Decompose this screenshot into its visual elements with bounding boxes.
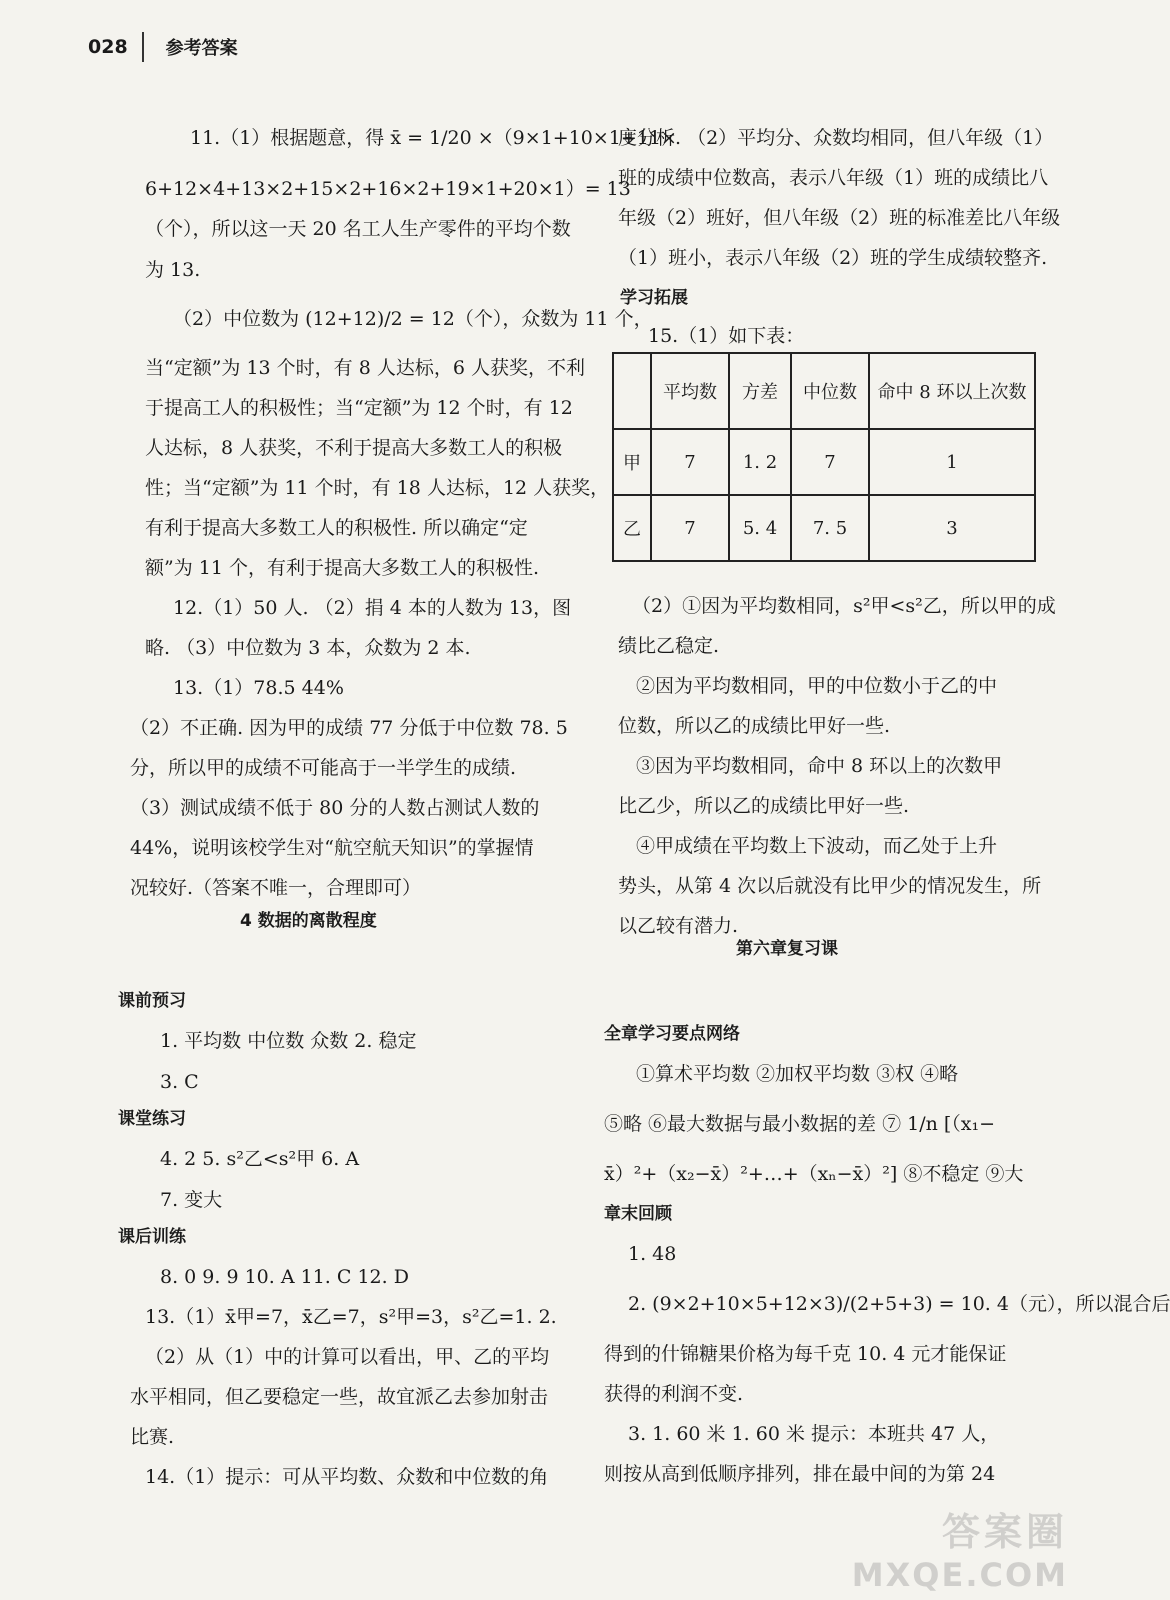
- text-line: 7. 变大: [160, 1189, 223, 1211]
- text-line: 15.（1）如下表：: [648, 325, 805, 347]
- table-cell: 乙: [613, 495, 651, 561]
- watermark-text: 答案圈: [941, 1510, 1068, 1554]
- text-line: 13.（1）78.5 44%: [173, 677, 344, 699]
- table-header-cell: 平均数: [651, 353, 729, 429]
- watermark-url: MXQE.COM: [851, 1556, 1068, 1594]
- text-line: 得到的什锦糖果价格为每千克 10. 4 元才能保证: [604, 1343, 1007, 1365]
- text-line: ④甲成绩在平均数上下波动，而乙处于上升: [636, 835, 998, 857]
- table-row: [613, 495, 1035, 561]
- table-header-cell: [613, 353, 651, 429]
- subsection-heading: 课堂练习: [118, 1109, 186, 1129]
- text-line: 12.（1）50 人. （2）捐 4 本的人数为 13，图: [173, 597, 572, 619]
- text-line: 额”为 11 个，有利于提高大多数工人的积极性.: [145, 557, 540, 579]
- text-line: 则按从高到低顺序排列，排在最中间的为第 24: [604, 1463, 996, 1485]
- text-line: 8. 0 9. 9 10. A 11. C 12. D: [160, 1266, 409, 1288]
- section-title: 4 数据的离散程度: [240, 911, 377, 931]
- table-cell: 甲: [613, 429, 651, 495]
- table-cell: 1: [869, 429, 1035, 495]
- text-line: 年级（2）班好，但八年级（2）班的标准差比八年级: [618, 207, 1061, 229]
- text-line: （2）①因为平均数相同，s²甲<s²乙，所以甲的成: [632, 595, 1056, 617]
- watermark-logo: [852, 1501, 1068, 1594]
- text-line: 班的成绩中位数高，表示八年级（1）班的成绩比八: [618, 167, 1049, 189]
- text-line: 分，所以甲的成绩不可能高于一半学生的成绩.: [130, 757, 517, 779]
- page-number: 028: [88, 36, 128, 58]
- text-line: x̄）²+（x₂−x̄）²+…+（xₙ−x̄）²] ⑧不稳定 ⑨大: [604, 1163, 1024, 1185]
- text-line: 3. C: [160, 1071, 199, 1093]
- text-line: 比赛.: [130, 1426, 175, 1448]
- text-line: 绩比乙稳定.: [618, 635, 720, 657]
- text-line: ③因为平均数相同，命中 8 环以上的次数甲: [636, 755, 1003, 777]
- text-line: 13.（1）x̄甲=7，x̄乙=7，s²甲=3，s²乙=1. 2.: [145, 1306, 557, 1328]
- table-header-cell: 方差: [729, 353, 791, 429]
- table-cell: 7: [791, 429, 869, 495]
- text-line: （2）不正确. 因为甲的成绩 77 分低于中位数 78. 5: [130, 717, 568, 739]
- text-line: 人达标，8 人获奖，不利于提高大多数工人的积极: [145, 437, 563, 459]
- table-header-row: [613, 353, 1035, 429]
- text-line: （3）测试成绩不低于 80 分的人数占测试人数的: [130, 797, 540, 819]
- text-line: ⑤略 ⑥最大数据与最小数据的差 ⑦ 1/n [（x₁−: [604, 1113, 996, 1135]
- text-line: 于提高工人的积极性；当“定额”为 12 个时，有 12: [145, 397, 573, 419]
- table-row: [613, 429, 1035, 495]
- score-table: [612, 352, 1036, 562]
- text-line: ①算术平均数 ②加权平均数 ③权 ④略: [636, 1063, 959, 1085]
- text-line: 4. 2 5. s²乙<s²甲 6. A: [160, 1148, 360, 1170]
- text-line: 1. 48: [628, 1243, 677, 1265]
- text-line: 为 13.: [145, 259, 201, 281]
- text-line: 势头，从第 4 次以后就没有比甲少的情况发生，所: [618, 875, 1042, 897]
- subsection-heading: 章末回顾: [604, 1204, 672, 1224]
- table-header-cell: 命中 8 环以上次数: [869, 353, 1035, 429]
- subsection-heading: 学习拓展: [620, 288, 688, 308]
- chapter-title: 第六章复习课: [736, 939, 838, 959]
- text-line: 11.（1）根据题意，得 x̄ = 1/20 ×（9×1+10×1+11×: [190, 127, 677, 149]
- subsection-heading: 课前预习: [118, 991, 186, 1011]
- text-line: 3. 1. 60 米 1. 60 米 提示：本班共 47 人，: [628, 1423, 1000, 1445]
- table-cell: 1. 2: [729, 429, 791, 495]
- text-line: 1. 平均数 中位数 众数 2. 稳定: [160, 1030, 417, 1052]
- header-divider: [142, 32, 144, 62]
- table-cell: 7: [651, 495, 729, 561]
- text-line: （个），所以这一天 20 名工人生产零件的平均个数: [145, 218, 571, 240]
- subsection-heading: 课后训练: [118, 1227, 186, 1247]
- text-line: 况较好.（答案不唯一，合理即可）: [130, 877, 422, 899]
- subsection-heading: 全章学习要点网络: [604, 1024, 740, 1044]
- text-line: 水平相同，但乙要稳定一些，故宜派乙去参加射击: [130, 1386, 549, 1408]
- table-cell: 5. 4: [729, 495, 791, 561]
- text-line: 性；当“定额”为 11 个时，有 18 人达标，12 人获奖，: [145, 477, 610, 499]
- table-cell: 7: [651, 429, 729, 495]
- text-line: 比乙少，所以乙的成绩比甲好一些.: [618, 795, 910, 817]
- text-line: （1）班小，表示八年级（2）班的学生成绩较整齐.: [618, 247, 1048, 269]
- text-line: 当“定额”为 13 个时，有 8 人达标，6 人获奖，不利: [145, 357, 585, 379]
- text-line: 度分析. （2）平均分、众数均相同，但八年级（1）: [618, 127, 1054, 149]
- text-line: 以乙较有潜力.: [618, 915, 739, 937]
- text-line: 获得的利润不变.: [604, 1383, 744, 1405]
- text-line: （2）中位数为 (12+12)/2 = 12（个），众数为 11 个，: [173, 308, 653, 330]
- text-line: 有利于提高大多数工人的积极性. 所以确定“定: [145, 517, 528, 539]
- text-line: ②因为平均数相同，甲的中位数小于乙的中: [636, 675, 998, 697]
- text-line: 44%，说明该校学生对“航空航天知识”的掌握情: [130, 837, 534, 859]
- header-title: 参考答案: [165, 38, 238, 59]
- table-cell: 3: [869, 495, 1035, 561]
- text-line: 位数，所以乙的成绩比甲好一些.: [618, 715, 891, 737]
- table-header-cell: 中位数: [791, 353, 869, 429]
- text-line: （2）从（1）中的计算可以看出，甲、乙的平均: [145, 1346, 550, 1368]
- page-header: [88, 30, 238, 64]
- text-line: 2. (9×2+10×5+12×3)/(2+5+3) = 10. 4（元），所以混合后: [628, 1293, 1170, 1315]
- text-line: 6+12×4+13×2+15×2+16×2+19×1+20×1）= 13: [145, 178, 631, 200]
- text-line: 略. （3）中位数为 3 本，众数为 2 本.: [145, 637, 471, 659]
- table-cell: 7. 5: [791, 495, 869, 561]
- text-line: 14.（1）提示：可从平均数、众数和中位数的角: [145, 1466, 549, 1488]
